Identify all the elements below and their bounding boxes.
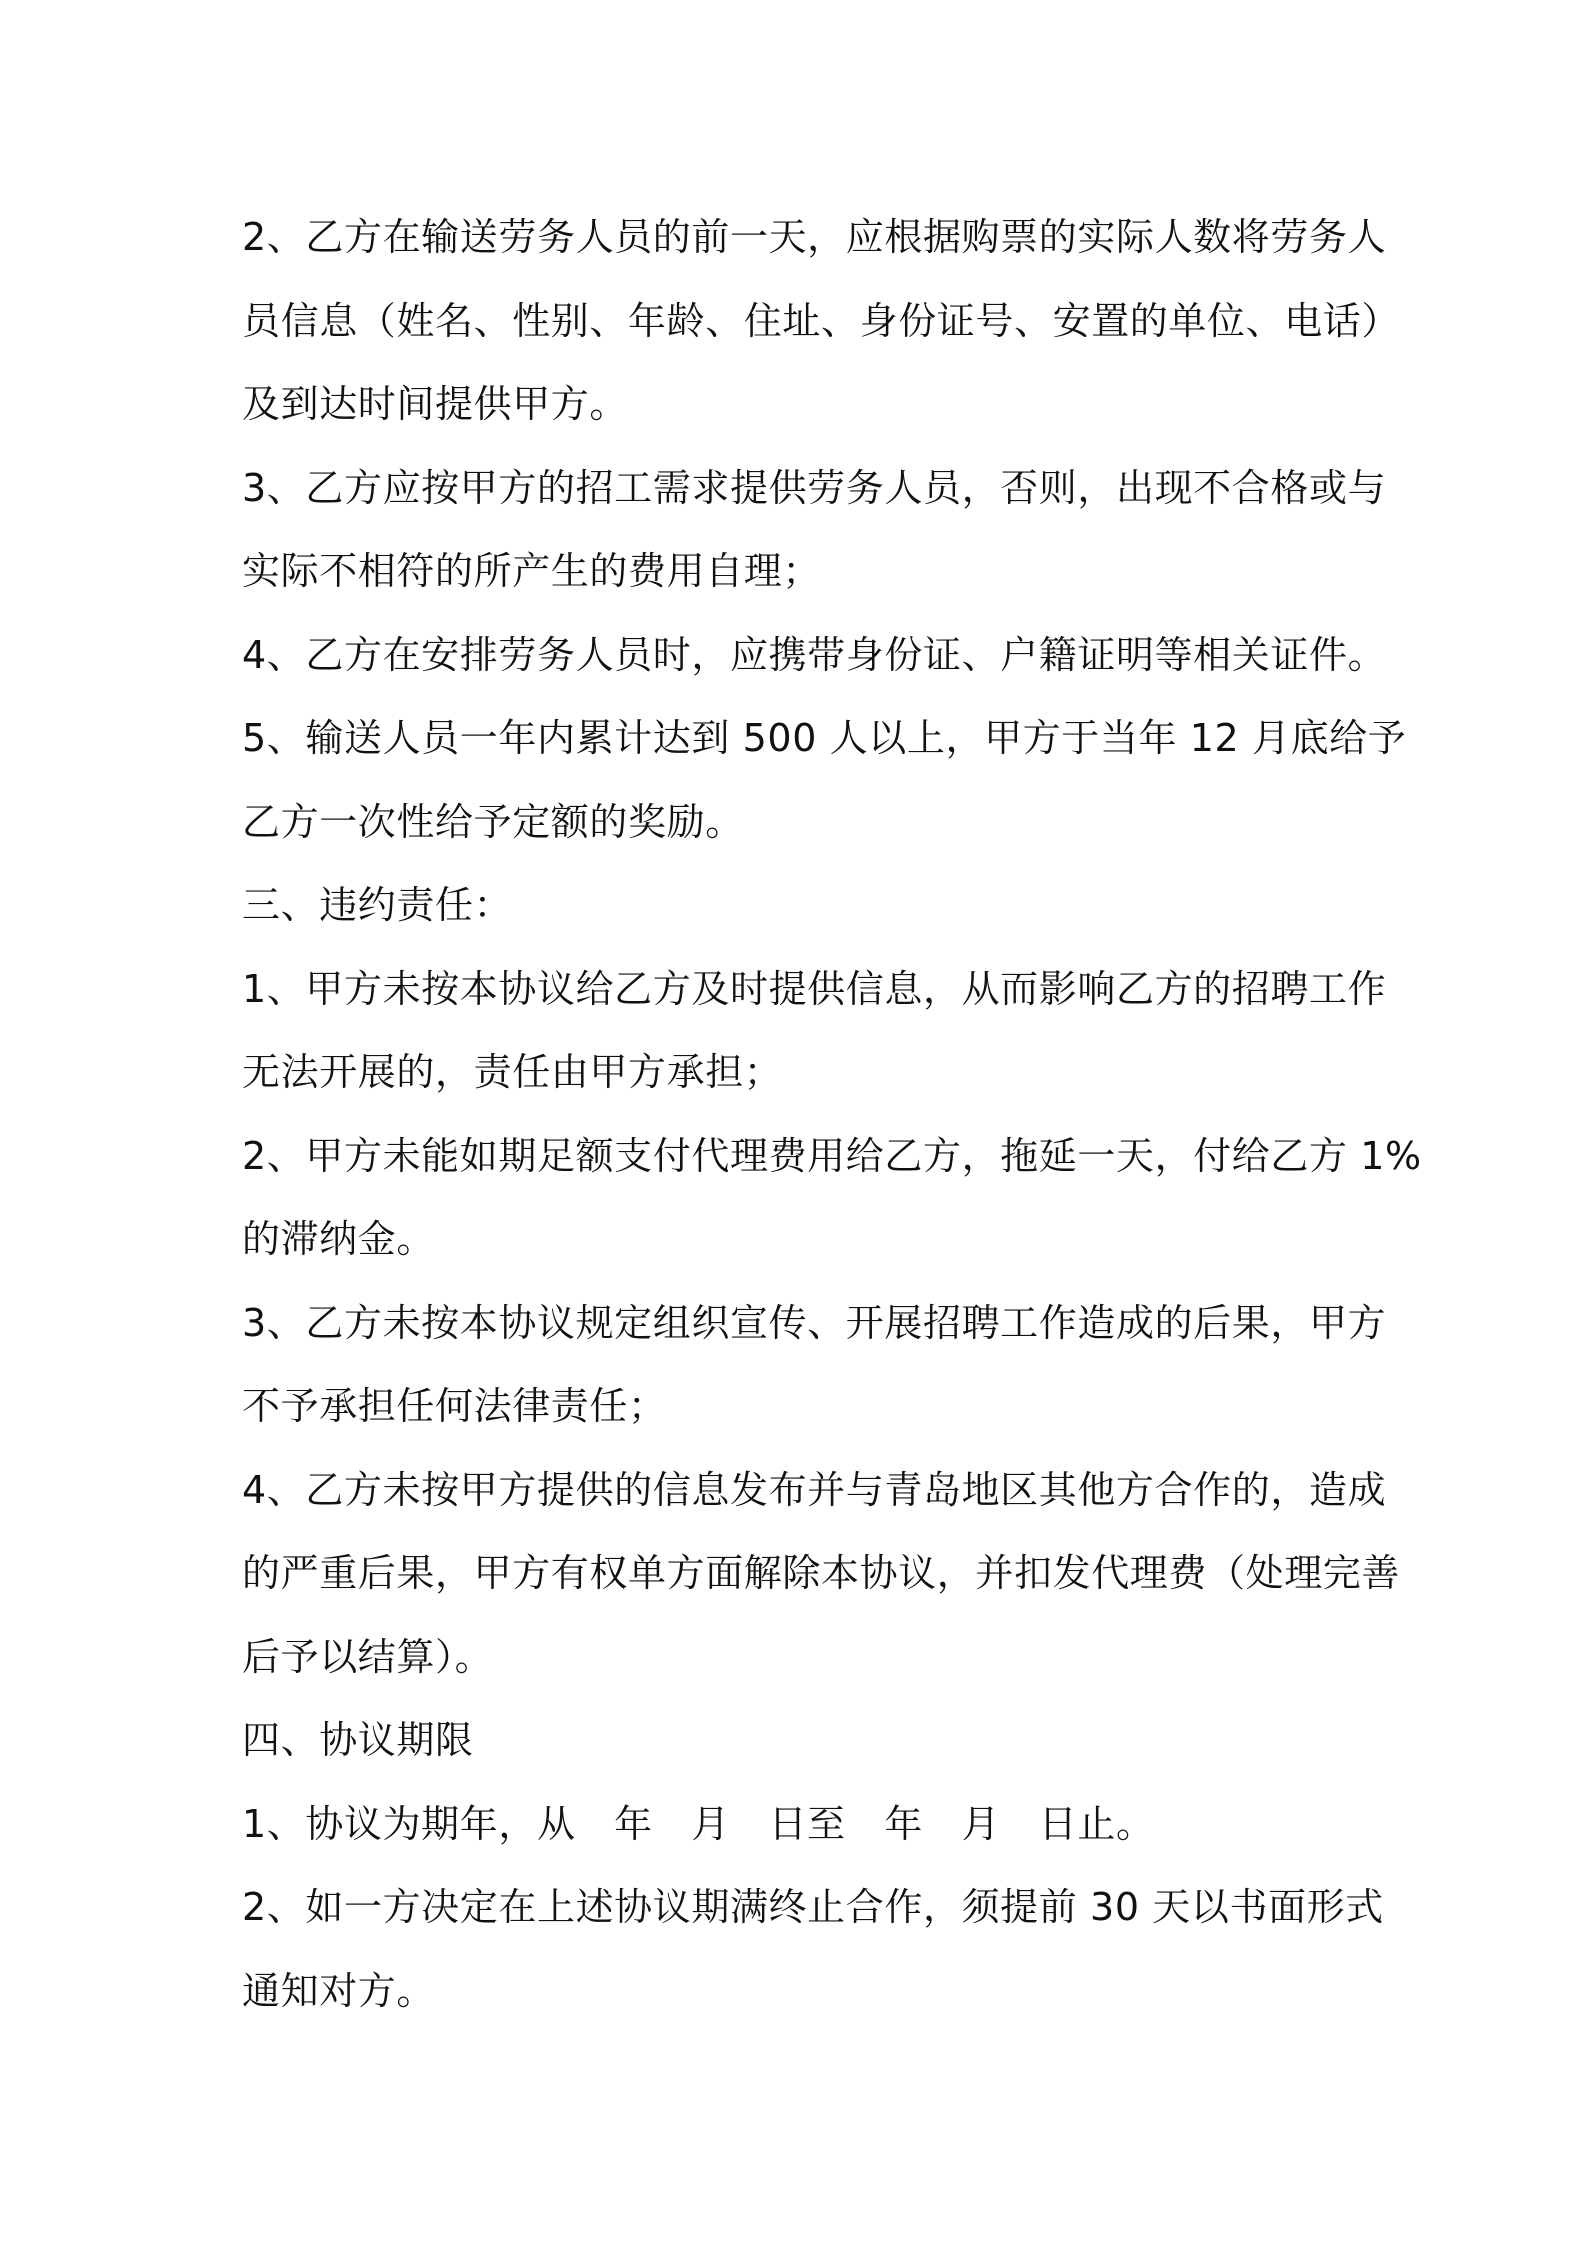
text-line: 乙方一次性给予定额的奖励。 [242, 799, 744, 844]
clause-2-passenger-info [242, 196, 1401, 447]
text-line: 员信息（姓名、性别、年龄、住址、身份证号、安置的单位、电话） [242, 298, 1401, 343]
section-heading-agreement-term [242, 1699, 1352, 1783]
breach-clause-4 [242, 1449, 1401, 1700]
text-line: 2、乙方在输送劳务人员的前一天，应根据购票的实际人数将劳务人 [242, 215, 1387, 259]
clause-5-reward [242, 697, 1407, 864]
clause-4-documents [242, 614, 1387, 698]
document-body [242, 196, 1422, 2033]
text-line: 4、乙方未按甲方提供的信息发布并与青岛地区其他方合作的，造成 [242, 1467, 1387, 1512]
section-heading-breach-liability [242, 864, 1352, 948]
term-clause-1 [242, 1783, 1352, 1867]
text-line: 5、输送人员一年内累计达到 500 人以上，甲方于当年 12 月底给予 [242, 716, 1407, 760]
text-line: 通知对方。 [242, 1968, 436, 2013]
text-line: 3、乙方应按甲方的招工需求提供劳务人员，否则，出现不合格或与 [242, 465, 1387, 510]
text-line: 的严重后果，甲方有权单方面解除本协议，并扣发代理费（处理完善 [242, 1551, 1401, 1595]
text-line: 1、甲方未按本协议给乙方及时提供信息，从而影响乙方的招聘工作 [242, 966, 1387, 1011]
text-line: 1、协议为期年，从 年 月 日至 年 月 日止。 [242, 1801, 1155, 1846]
text-line: 4、乙方在安排劳务人员时，应携带身份证、户籍证明等相关证件。 [242, 632, 1387, 677]
section-heading: 四、协议期限 [242, 1718, 474, 1762]
breach-clause-3 [242, 1282, 1387, 1449]
text-line: 无法开展的，责任由甲方承担； [242, 1050, 783, 1094]
text-line: 的滞纳金。 [242, 1217, 436, 1261]
section-heading: 三、违约责任： [242, 883, 513, 927]
term-clause-2 [242, 1866, 1384, 2033]
text-line: 后予以结算）。 [242, 1634, 494, 1679]
text-line: 2、如一方决定在上述协议期满终止合作，须提前 30 天以书面形式 [242, 1885, 1384, 1929]
text-line: 及到达时间提供甲方。 [242, 382, 629, 426]
text-line: 2、甲方未能如期足额支付代理费用给乙方，拖延一天，付给乙方 1% [242, 1133, 1422, 1178]
breach-clause-2 [242, 1115, 1422, 1282]
text-line: 不予承担任何法律责任； [242, 1384, 667, 1428]
text-line: 实际不相符的所产生的费用自理； [242, 549, 822, 593]
text-line: 3、乙方未按本协议规定组织宣传、开展招聘工作造成的后果，甲方 [242, 1300, 1387, 1345]
clause-3-recruitment-needs [242, 447, 1387, 614]
breach-clause-1 [242, 948, 1387, 1115]
